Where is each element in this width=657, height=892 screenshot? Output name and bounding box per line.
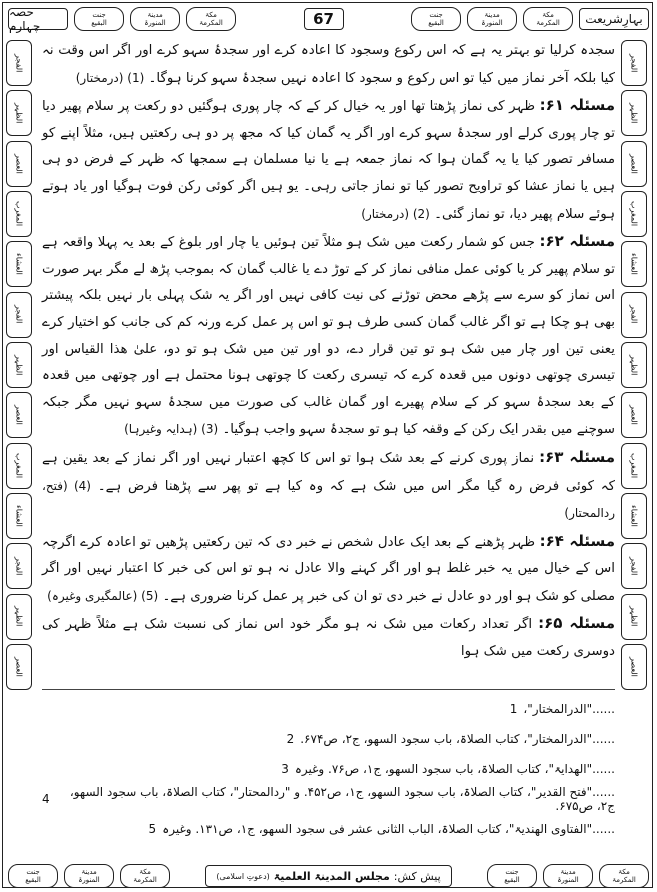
prayer-marker: الظہر bbox=[621, 594, 647, 640]
part-label: حصہ چہارم bbox=[8, 8, 68, 30]
footnote bbox=[42, 754, 615, 784]
prayer-marker: المغرب bbox=[621, 443, 647, 489]
masala-label: مسئلہ ۶۴: bbox=[539, 531, 615, 550]
footnote-number: 4 bbox=[42, 792, 50, 806]
paragraph-text: ظہر پڑھنے کے بعد ایک عادل شخص نے خبر دی کہ تین رکعتیں پڑھیں تو اعادہ کرے اگرچہ اس کے خیال میں یہ خبر غلط ہو اور اگر کہنے والا عادل نہ ہو تو اس کی خبر کا اعتبار نہیں اور اگر مصلی کو شک ہو اور دو عادل نے خبر دی تو ان کی خبر پر عمل کرنا ضروری ہے۔ bbox=[42, 534, 615, 604]
paragraph-text: اگر تعداد رکعات میں شک نہ ہو مگر خود اس نماز کی نسبت شک ہے مثلاً ظہر کی دوسری رکعت میں شک ہوا bbox=[42, 617, 615, 660]
tile-bottom: البقیع bbox=[91, 19, 107, 27]
tile-bottom: المکرمۃ bbox=[199, 19, 223, 27]
prayer-marker: الظہر bbox=[621, 342, 647, 388]
footer-tile-makkah bbox=[120, 864, 170, 888]
footnote-text: ......"الھدایۃ"، کتاب الصلاۃ، باب سجود السھو، ج۱، ص۷۶. وغیرہ bbox=[294, 762, 615, 776]
tile-bottom: البقیع bbox=[428, 19, 444, 27]
footnote bbox=[42, 724, 615, 754]
masala-label: مسئلہ ۶۲: bbox=[539, 232, 615, 251]
footnote-text: ......"فتح القدیر"، کتاب الصلاۃ، باب سجود السھو، ج۱، ص۴۵۲. و "ردالمحتار"، کتاب الصلاۃ، باب سجود السھو، ج۲، ص۶۷۵. bbox=[69, 785, 615, 813]
main-text bbox=[42, 38, 615, 683]
prayer-marker: العصر bbox=[621, 141, 647, 187]
paragraph-text: ظہر کی نماز پڑھتا تھا اور یہ خیال کر کے کہ چار پوری ہوگئیں دو رکعت پر سلام پھیر دیا تو چار پوری کرلے اور سجدۂ سہو کرے اور اگر یہ گمان کیا کہ مجھ پر دو ہی رکعتیں ہیں، مثلاً اپنے کو مسافر تصور کیا یا یہ گمان ہوا کہ نماز جمعہ ہے یا نیا مسلمان ہے سمجھا کہ ظہر کے فرض دو ہی ہیں یا نماز عشا کو تراویح تصور کیا تو نماز جاتی رہی۔ یو ہیں اگر کوئی رکن فوت ہوگیا اور یاد ہوتے ہوئے سلام پھیر دیا، تو نماز گئی۔ bbox=[42, 99, 615, 222]
footnote-number: 5 bbox=[148, 822, 157, 836]
reference-citation: (3) (ہدایہ وغیرہا) bbox=[124, 422, 219, 437]
tile-top: جنت bbox=[429, 11, 443, 19]
tile-top: مدینۃ bbox=[560, 868, 576, 876]
tile-bottom: المکرمۃ bbox=[536, 19, 560, 27]
masala-label: مسئلہ ۶۱: bbox=[539, 96, 616, 115]
prayer-marker: الفجر bbox=[621, 543, 647, 589]
tile-top: مدینۃ bbox=[147, 11, 163, 19]
masala-paragraph bbox=[42, 38, 615, 92]
masala-label: مسئلہ ۶۳: bbox=[539, 447, 616, 466]
footnote bbox=[42, 814, 615, 844]
reference-citation: (1) (درمختار) bbox=[75, 70, 145, 85]
prayer-marker: الفجر bbox=[6, 543, 32, 589]
masala-paragraph bbox=[42, 92, 615, 228]
reference-citation: (5) (عالمگیری وغیرہ) bbox=[47, 588, 159, 603]
page-footer bbox=[8, 864, 649, 888]
tile-bottom: المکرمۃ bbox=[612, 876, 636, 884]
masala-label: مسئلہ ۶۵: bbox=[538, 614, 615, 633]
prayer-marker: الفجر bbox=[6, 292, 32, 338]
paragraph-text: نماز پوری کرنے کے بعد شک ہوا تو اس کا کچھ اعتبار نہیں اور اگر نماز کے بعد یقین ہے کہ کوئی فرض رہ گیا مگر اس میں شک ہے کہ وہ کیا ہے تو پھر سے پڑھنا فرض ہے۔ bbox=[42, 450, 615, 494]
prayer-marker: الظہر bbox=[6, 90, 32, 136]
footer-tile-madina bbox=[64, 864, 114, 888]
tile-makkah bbox=[186, 7, 236, 31]
left-margin-markers bbox=[6, 40, 36, 690]
tile-bottom: المنورۃ bbox=[481, 19, 503, 27]
footnote-text: ......"الدرالمختار"، کتاب الصلاۃ، باب سجود السھو، ج۲، ص۶۷۴. bbox=[300, 732, 615, 746]
tile-bottom: المکرمۃ bbox=[133, 876, 157, 884]
tile-top: مکۃ bbox=[205, 11, 217, 19]
prayer-marker: الظہر bbox=[6, 594, 32, 640]
tile-top: مکۃ bbox=[139, 868, 151, 876]
prayer-marker: العصر bbox=[6, 392, 32, 438]
prayer-marker: العشاء bbox=[621, 493, 647, 539]
book-title: بہارِشریعت bbox=[579, 8, 649, 30]
tile-bottom: المنورۃ bbox=[557, 876, 579, 884]
prayer-marker: المغرب bbox=[6, 191, 32, 237]
publisher-prefix: پیش کش: bbox=[393, 869, 441, 883]
footer-tile-makkah-right bbox=[599, 864, 649, 888]
tile-madina bbox=[130, 7, 180, 31]
page-number: 67 bbox=[304, 8, 344, 30]
footnote bbox=[42, 784, 615, 814]
reference-citation: (2) (درمختار) bbox=[361, 206, 430, 221]
masala-paragraph bbox=[42, 610, 615, 665]
tile-bottom: المنورۃ bbox=[78, 876, 100, 884]
masala-paragraph bbox=[42, 444, 615, 528]
tile-bottom: البقیع bbox=[504, 876, 520, 884]
tile-top: مدینۃ bbox=[81, 868, 97, 876]
publisher-suffix: (دعوتِ اسلامی) bbox=[216, 871, 270, 881]
tile-top: جنت bbox=[505, 868, 519, 876]
tile-makkah-right bbox=[523, 7, 573, 31]
prayer-marker: الظہر bbox=[6, 342, 32, 388]
prayer-marker: العشاء bbox=[6, 493, 32, 539]
prayer-marker: الفجر bbox=[6, 40, 32, 86]
publisher-box bbox=[205, 865, 451, 887]
tile-top: جنت bbox=[26, 868, 40, 876]
prayer-marker: العصر bbox=[6, 141, 32, 187]
masala-paragraph bbox=[42, 228, 615, 444]
footer-tile-madina-right bbox=[543, 864, 593, 888]
prayer-marker: الظہر bbox=[621, 90, 647, 136]
tile-bottom: المنورۃ bbox=[144, 19, 166, 27]
page-header bbox=[8, 6, 649, 32]
tile-jannat-right bbox=[411, 7, 461, 31]
prayer-marker: الفجر bbox=[621, 292, 647, 338]
prayer-marker: المغرب bbox=[621, 191, 647, 237]
tile-top: مکۃ bbox=[542, 11, 554, 19]
masala-paragraph bbox=[42, 528, 615, 611]
footer-tile-jannat bbox=[8, 864, 58, 888]
reference-citation: (4) (فتح، ردالمحتار) bbox=[42, 478, 615, 521]
tile-bottom: البقیع bbox=[25, 876, 41, 884]
footnote-number: 3 bbox=[281, 762, 289, 776]
footer-tile-jannat-right bbox=[487, 864, 537, 888]
tile-jannat bbox=[74, 7, 124, 31]
tile-madina-right bbox=[467, 7, 517, 31]
footnote-number: 2 bbox=[286, 732, 295, 746]
prayer-marker: المغرب bbox=[6, 443, 32, 489]
footnote-text: ......"الفتاوی الھندیۃ"، کتاب الصلاۃ، الباب الثانی عشر فی سجود السھو، ج۱، ص۱۳۱. وغیرہ bbox=[162, 822, 615, 836]
prayer-marker: العشاء bbox=[6, 241, 32, 287]
footnote bbox=[42, 694, 615, 724]
footnotes bbox=[42, 694, 615, 844]
footnote-separator bbox=[42, 689, 615, 690]
publisher-name: مجلس المدینۃ العلمیۃ bbox=[273, 869, 390, 883]
paragraph-text: سجدہ کرلیا تو بہتر یہ ہے کہ اس رکوع وسجود کا اعادہ کرے اور سجدۂ سہو کرے اور اگر اس وقت نہ کیا بلکہ آخر نماز میں کیا تو اس رکوع و سجود کا اعادہ نہیں سجدۂ سہو کرنا ہوگا۔ bbox=[42, 43, 615, 86]
footnote-text: ......"الدرالمختار"، bbox=[523, 702, 615, 716]
tile-top: جنت bbox=[92, 11, 106, 19]
prayer-marker: العصر bbox=[6, 644, 32, 690]
tile-top: مکۃ bbox=[618, 868, 630, 876]
prayer-marker: العصر bbox=[621, 392, 647, 438]
tile-top: مدینۃ bbox=[484, 11, 500, 19]
prayer-marker: العصر bbox=[621, 644, 647, 690]
prayer-marker: العشاء bbox=[621, 241, 647, 287]
prayer-marker: الفجر bbox=[621, 40, 647, 86]
paragraph-text: جس کو شمار رکعت میں شک ہو مثلاً تین ہوئیں یا چار اور بلوغ کے بعد یہ پہلا واقعہ ہے تو سلام پھیر کر یا کوئی عمل منافی نماز کر کے توڑ دے یا غالب گمان کہ بموجب پڑھ لے مگر بہر صورت اس نماز کو سرے سے پڑھے محض توڑنے کی نیت کافی نہیں اور اگر یہ شک پہلی بار نہیں بلکہ پیشتر بھی ہو چکا ہے تو اگر غالب گمان کسی طرف ہو تو اس پر عمل کرے ورنہ کم کی جانب کو اختیار کرے یعنی تین اور چار میں شک ہو تو تین قرار دے، دو اور تین میں شک ہو تو دو، علیٰ ھذا القیاس اور تیسری چوتھی دونوں میں قعدہ کرے کہ تیسری رکعت کا چوتھی ہونا محتمل ہے اور چوتھی میں قعدہ کے بعد سجدۂ سہو کر کے سلام پھیرے اور گمان غالب کی صورت میں سجدۂ سہو نہیں مگر جبکہ سوچنے میں بقدر ایک رکن کے وقفہ کیا ہو تو سجدۂ سہو واجب ہوگیا۔ bbox=[42, 235, 615, 438]
footnote-number: 1 bbox=[509, 702, 518, 716]
right-margin-markers bbox=[621, 40, 651, 690]
